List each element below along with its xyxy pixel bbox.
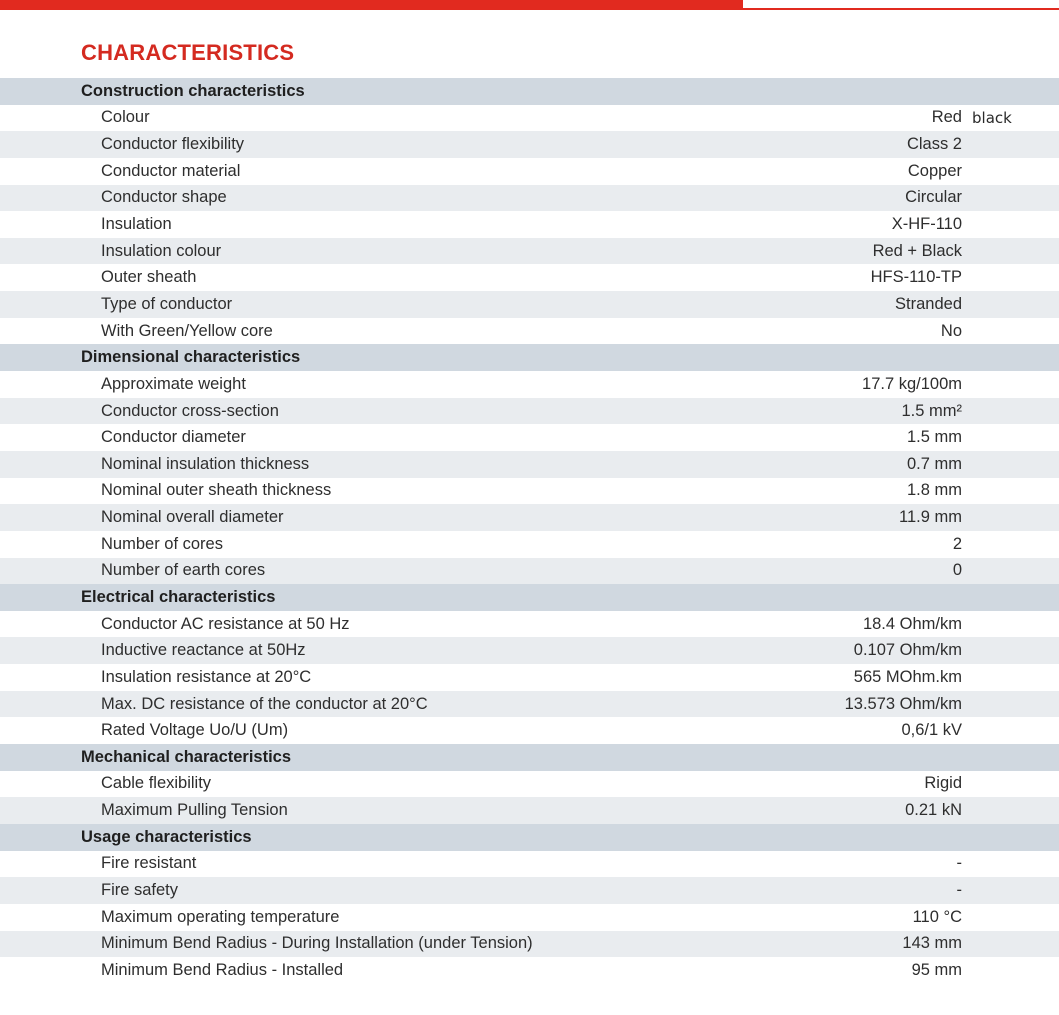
section-header	[0, 78, 1059, 105]
row-value: Copper	[907, 161, 962, 180]
table-row	[0, 318, 1059, 345]
table-row	[0, 451, 1059, 478]
table-row	[0, 717, 1059, 744]
table-row	[0, 797, 1059, 824]
row-label: Number of earth cores	[101, 561, 266, 580]
row-value: 95 mm	[911, 960, 962, 979]
table-row	[0, 664, 1059, 691]
row-value: 0	[952, 561, 962, 580]
row-value: 565 MOhm.km	[853, 667, 962, 686]
table-row	[0, 424, 1059, 451]
row-label: Inductive reactance at 50Hz	[101, 641, 306, 660]
row-label: Conductor shape	[101, 188, 227, 207]
table-row	[0, 504, 1059, 531]
row-label: Insulation colour	[101, 241, 222, 260]
table-row	[0, 691, 1059, 718]
section-title: Usage characteristics	[81, 827, 252, 846]
section-header	[0, 344, 1059, 371]
table-row	[0, 238, 1059, 265]
row-label: Minimum Bend Radius - During Installation (under Tension)	[101, 934, 533, 953]
row-value: Red + Black	[872, 241, 962, 260]
table-row	[0, 931, 1059, 958]
table-row	[0, 131, 1059, 158]
row-value-extra: black	[972, 108, 1012, 127]
row-value: -	[956, 881, 962, 900]
section-title: Construction characteristics	[81, 81, 305, 100]
characteristics-table	[0, 78, 1059, 984]
table-row	[0, 558, 1059, 585]
table-row	[0, 211, 1059, 238]
row-label: Max. DC resistance of the conductor at 20°C	[101, 694, 428, 713]
row-label: Approximate weight	[101, 374, 246, 393]
page-title: CHARACTERISTICS	[81, 40, 295, 65]
table-row	[0, 185, 1059, 212]
row-label: Maximum Pulling Tension	[101, 801, 288, 820]
row-label: Number of cores	[101, 534, 223, 553]
row-value: Stranded	[895, 294, 962, 313]
row-label: Conductor cross-section	[101, 401, 279, 420]
row-value: Class 2	[906, 135, 962, 154]
row-value: 110 °C	[912, 907, 962, 926]
row-value: 13.573 Ohm/km	[844, 694, 962, 713]
row-value: No	[940, 321, 962, 340]
row-value: X-HF-110	[891, 215, 962, 234]
section-title: Mechanical characteristics	[81, 747, 292, 766]
row-value: Rigid	[924, 774, 962, 793]
row-label: Nominal insulation thickness	[101, 454, 310, 473]
row-value: 18.4 Ohm/km	[862, 614, 962, 633]
table-row	[0, 531, 1059, 558]
row-label: Outer sheath	[101, 268, 197, 287]
row-value: 11.9 mm	[899, 508, 962, 527]
row-value: 0,6/1 kV	[901, 721, 962, 740]
row-value: 1.8 mm	[906, 481, 962, 500]
row-value: 1.5 mm²	[901, 401, 962, 420]
row-label: Fire resistant	[101, 854, 197, 873]
row-label: Cable flexibility	[101, 774, 212, 793]
top-accent-bar	[0, 0, 743, 10]
row-label: Maximum operating temperature	[101, 907, 340, 926]
row-label: Minimum Bend Radius - Installed	[101, 960, 344, 979]
table-row	[0, 264, 1059, 291]
table-row	[0, 637, 1059, 664]
row-value: 2	[952, 534, 962, 553]
table-row	[0, 771, 1059, 798]
row-value: 0.21 kN	[905, 801, 962, 820]
top-accent-line	[743, 8, 1059, 10]
row-value: 143 mm	[902, 934, 962, 953]
row-label: Insulation	[101, 215, 172, 234]
row-value: 1.5 mm	[906, 428, 962, 447]
row-value: 17.7 kg/100m	[862, 374, 962, 393]
row-label: Rated Voltage Uo/U (Um)	[101, 721, 289, 740]
row-label: Colour	[101, 108, 150, 127]
table-row	[0, 371, 1059, 398]
table-row	[0, 877, 1059, 904]
row-value: Circular	[905, 188, 962, 207]
row-label: Conductor flexibility	[101, 135, 245, 154]
section-title: Electrical characteristics	[81, 587, 276, 606]
section-header	[0, 824, 1059, 851]
row-value: Red	[931, 108, 962, 127]
table-row	[0, 158, 1059, 185]
table-row	[0, 851, 1059, 878]
table-row	[0, 105, 1059, 132]
table-row	[0, 398, 1059, 425]
section-header	[0, 744, 1059, 771]
row-value: HFS-110-TP	[870, 268, 962, 287]
row-label: Fire safety	[101, 881, 179, 900]
table-row	[0, 611, 1059, 638]
row-label: With Green/Yellow core	[101, 321, 273, 340]
table-row	[0, 478, 1059, 505]
section-title: Dimensional characteristics	[81, 348, 301, 367]
table-row	[0, 291, 1059, 318]
row-label: Conductor diameter	[101, 428, 246, 447]
row-label: Type of conductor	[101, 294, 233, 313]
row-label: Insulation resistance at 20°C	[101, 667, 312, 686]
table-row	[0, 957, 1059, 984]
row-label: Nominal overall diameter	[101, 508, 284, 527]
row-value: 0.7 mm	[906, 454, 962, 473]
row-label: Conductor material	[101, 161, 241, 180]
row-label: Conductor AC resistance at 50 Hz	[101, 614, 350, 633]
section-header	[0, 584, 1059, 611]
row-value: 0.107 Ohm/km	[853, 641, 962, 660]
row-value: -	[956, 854, 962, 873]
row-label: Nominal outer sheath thickness	[101, 481, 332, 500]
table-row	[0, 904, 1059, 931]
